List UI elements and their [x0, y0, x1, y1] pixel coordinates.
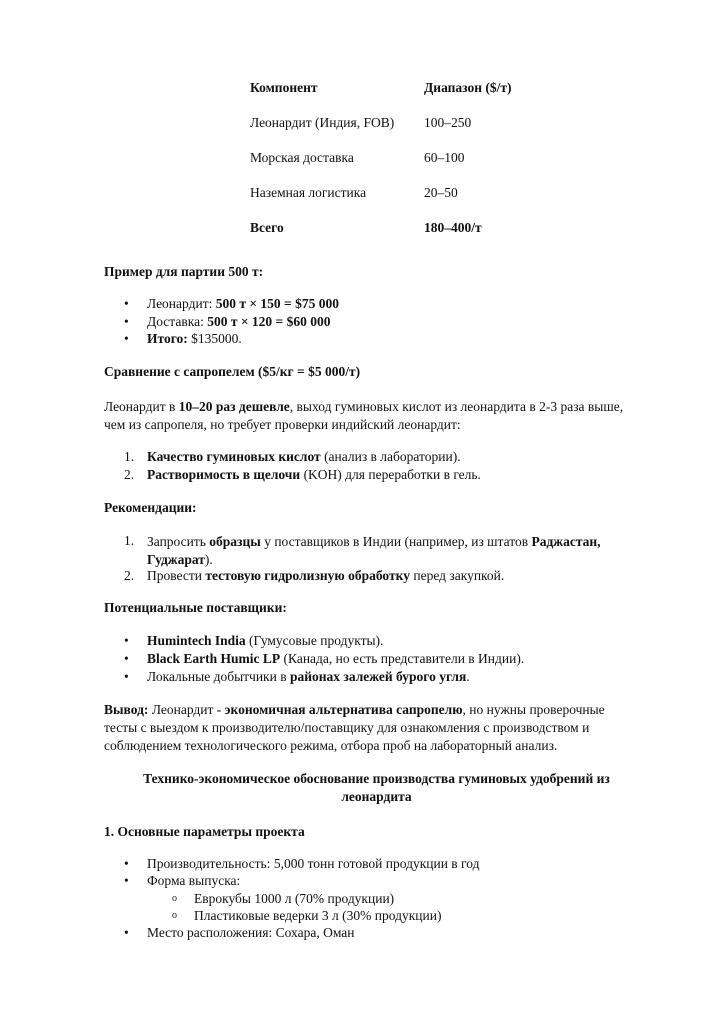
- conclusion-paragraph: Вывод: Леонардит - экономичная альтернатива сапропелю, но нужны проверочные тесты с выездом к производителю/поставщику для ознакомления с производством и соблюдением технологического режима, отбора проб на лабораторный анализ.: [104, 702, 605, 753]
- bullet-icon: •: [124, 873, 129, 888]
- table-total-label: Всего: [250, 220, 284, 235]
- bullet-icon: •: [124, 856, 129, 871]
- check-item: Растворимость в щелочи (KOH) для переработки в гель.: [147, 467, 481, 482]
- bullet-icon: •: [124, 331, 129, 346]
- list-number: 2.: [124, 467, 135, 482]
- bullet-icon: •: [124, 633, 129, 648]
- bullet-icon: •: [124, 651, 129, 666]
- check-item: Качество гуминовых кислот (анализ в лаборатории).: [147, 449, 461, 464]
- comparison-paragraph: Леонардит в 10–20 раз дешевле, выход гуминовых кислот из леонардита в 2-3 раза выше, чем из сапропеля, но требует проверки индийский леонардит:: [104, 399, 624, 432]
- supplier-item: Локальные добытчики в районах залежей бурого угля.: [147, 669, 470, 684]
- table-cell-component: Леонардит (Индия, FOB): [250, 115, 395, 130]
- example-total: Итого: $135000.: [147, 331, 242, 346]
- supplier-item: Black Earth Humic LP (Канада, но есть представители в Индии).: [147, 651, 525, 666]
- example-item: Леонардит: 500 т × 150 = $75 000: [147, 296, 339, 311]
- sub-bullet-icon: o: [172, 893, 177, 904]
- table-cell-range: 100–250: [424, 115, 472, 130]
- table-header-range: Диапазон ($/т): [424, 80, 512, 95]
- param-form-item: Пластиковые ведерки 3 л (30% продукции): [194, 908, 442, 923]
- bullet-icon: •: [124, 925, 129, 940]
- list-number: 2.: [124, 568, 135, 583]
- param-form: Форма выпуска:: [147, 873, 241, 888]
- param-location: Место расположения: Сохара, Оман: [147, 925, 355, 940]
- table-total-value: 180–400/т: [424, 220, 482, 235]
- recommendations-heading: Рекомендации:: [104, 500, 197, 515]
- bullet-icon: •: [124, 296, 129, 311]
- table-cell-range: 60–100: [424, 150, 465, 165]
- param-capacity: Производительность: 5,000 тонн готовой продукции в год: [147, 856, 480, 871]
- sub-bullet-icon: o: [172, 910, 177, 921]
- section-heading: 1. Основные параметры проекта: [104, 824, 305, 839]
- table-cell-component: Морская доставка: [250, 150, 354, 165]
- supplier-item: Humintech India (Гумусовые продукты).: [147, 633, 384, 648]
- example-heading: Пример для партии 500 т:: [104, 264, 264, 279]
- param-form-item: Еврокубы 1000 л (70% продукции): [194, 891, 395, 906]
- recommendation-item: Провести тестовую гидролизную обработку перед закупкой.: [147, 568, 505, 583]
- suppliers-heading: Потенциальные поставщики:: [104, 600, 287, 615]
- comparison-heading: Сравнение с сапропелем ($5/кг = $5 000/т): [104, 364, 361, 379]
- list-number: 1.: [124, 449, 135, 464]
- table-cell-range: 20–50: [424, 185, 458, 200]
- table-header-component: Компонент: [250, 80, 318, 95]
- table-cell-component: Наземная логистика: [250, 185, 367, 200]
- bullet-icon: •: [124, 314, 129, 329]
- list-number: 1.: [124, 533, 135, 548]
- feasibility-title: Технико-экономическое обоснование производства гуминовых удобрений из леонардита: [143, 771, 610, 804]
- example-item: Доставка: 500 т × 120 = $60 000: [147, 314, 331, 329]
- bullet-icon: •: [124, 669, 129, 684]
- recommendation-item: Запросить образцы у поставщиков в Индии (например, из штатов Раджастан, Гуджарат).: [147, 534, 601, 567]
